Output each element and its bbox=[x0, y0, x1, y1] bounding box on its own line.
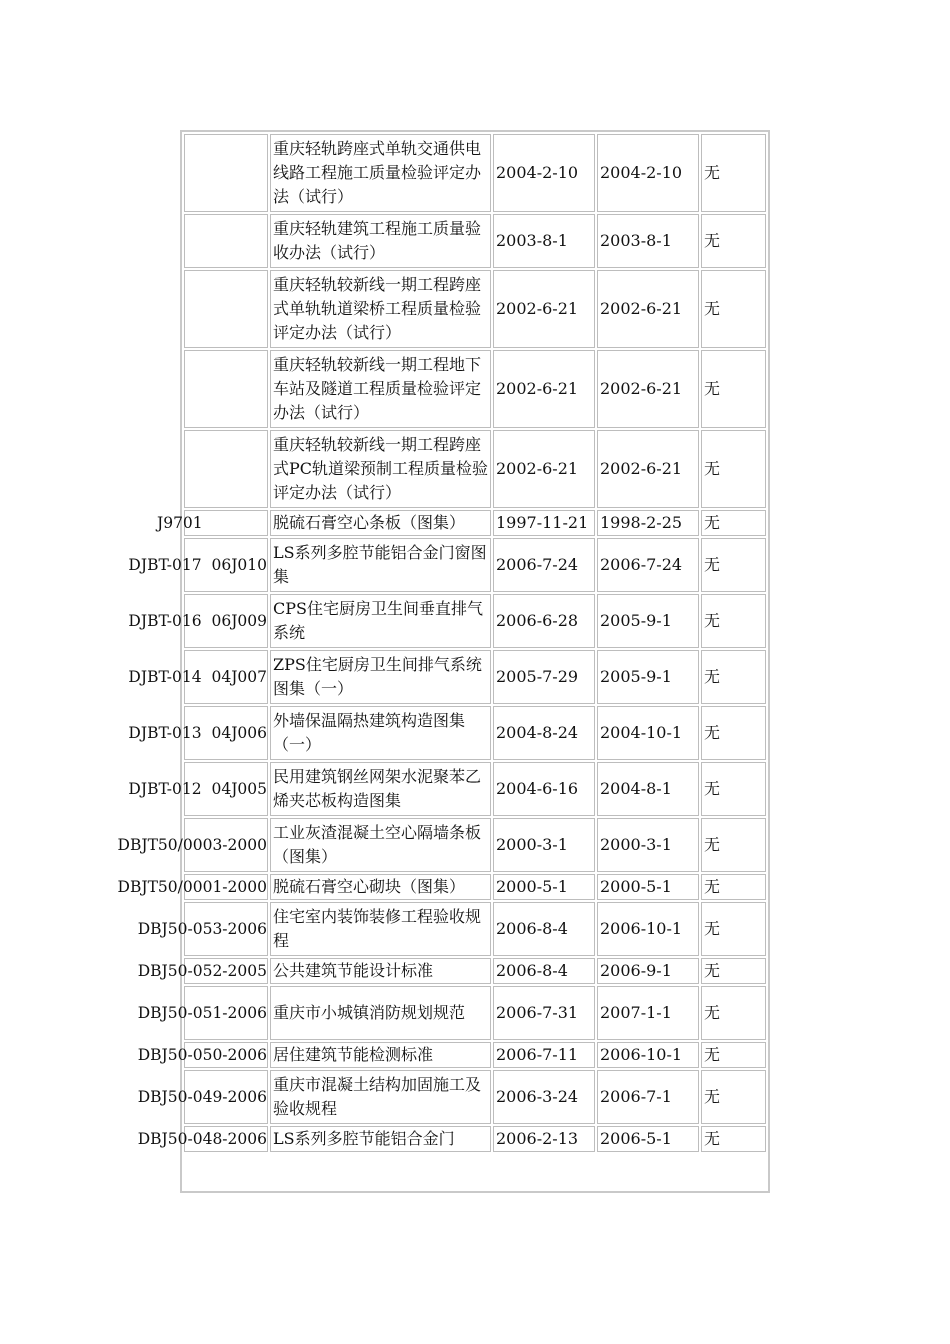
implement-date-cell: 2000-3-1 bbox=[597, 818, 699, 872]
replaced-cell: 无 bbox=[701, 510, 766, 536]
table-row bbox=[184, 134, 766, 212]
replaced-cell: 无 bbox=[701, 270, 766, 348]
publish-date-cell: 2006-6-28 bbox=[493, 594, 595, 648]
table-row bbox=[184, 874, 766, 900]
table-row bbox=[184, 1126, 766, 1152]
publish-date-cell: 2000-3-1 bbox=[493, 818, 595, 872]
implement-date-cell: 2005-9-1 bbox=[597, 594, 699, 648]
code-cell: DBJ50-052-2005 bbox=[184, 958, 268, 984]
code-cell: DBJ50-053-2006 bbox=[184, 902, 268, 956]
replaced-cell: 无 bbox=[701, 874, 766, 900]
implement-date-cell: 2002-6-21 bbox=[597, 270, 699, 348]
name-cell: 重庆轻轨跨座式单轨交通供电线路工程施工质量检验评定办法（试行） bbox=[270, 134, 491, 212]
implement-date-cell: 2004-2-10 bbox=[597, 134, 699, 212]
implement-date-cell: 2004-8-1 bbox=[597, 762, 699, 816]
replaced-cell: 无 bbox=[701, 958, 766, 984]
code-cell bbox=[184, 430, 268, 508]
replaced-cell: 无 bbox=[701, 986, 766, 1040]
code-cell: J9701 bbox=[184, 510, 268, 536]
implement-date-cell: 2002-6-21 bbox=[597, 350, 699, 428]
publish-date-cell: 2006-7-11 bbox=[493, 1042, 595, 1068]
code-cell: DJBT-017 06J010 bbox=[184, 538, 268, 592]
name-cell: 脱硫石膏空心条板（图集） bbox=[270, 510, 491, 536]
implement-date-cell: 2006-9-1 bbox=[597, 958, 699, 984]
implement-date-cell: 2003-8-1 bbox=[597, 214, 699, 268]
publish-date-cell: 2006-7-24 bbox=[493, 538, 595, 592]
name-cell: 重庆轻轨建筑工程施工质量验收办法（试行） bbox=[270, 214, 491, 268]
replaced-cell: 无 bbox=[701, 214, 766, 268]
publish-date-cell: 2004-6-16 bbox=[493, 762, 595, 816]
implement-date-cell: 2007-1-1 bbox=[597, 986, 699, 1040]
publish-date-cell: 2000-5-1 bbox=[493, 874, 595, 900]
publish-date-cell: 2002-6-21 bbox=[493, 270, 595, 348]
implement-date-cell: 2006-7-24 bbox=[597, 538, 699, 592]
code-cell bbox=[184, 350, 268, 428]
implement-date-cell: 2000-5-1 bbox=[597, 874, 699, 900]
replaced-cell: 无 bbox=[701, 538, 766, 592]
standards-table bbox=[117, 132, 768, 1154]
table-row bbox=[184, 214, 766, 268]
table-row bbox=[184, 762, 766, 816]
code-cell: DBJ50-048-2006 bbox=[184, 1126, 268, 1152]
implement-date-cell: 2002-6-21 bbox=[597, 430, 699, 508]
name-cell: 重庆市混凝土结构加固施工及验收规程 bbox=[270, 1070, 491, 1124]
implement-date-cell: 2006-7-1 bbox=[597, 1070, 699, 1124]
code-cell: DBJ50-049-2006 bbox=[184, 1070, 268, 1124]
replaced-cell: 无 bbox=[701, 762, 766, 816]
code-cell: DBJ50-050-2006 bbox=[184, 1042, 268, 1068]
publish-date-cell: 1997-11-21 bbox=[493, 510, 595, 536]
name-cell: 工业灰渣混凝土空心隔墙条板（图集） bbox=[270, 818, 491, 872]
publish-date-cell: 2004-8-24 bbox=[493, 706, 595, 760]
table-row bbox=[184, 958, 766, 984]
code-cell bbox=[184, 270, 268, 348]
name-cell: 居住建筑节能检测标准 bbox=[270, 1042, 491, 1068]
implement-date-cell: 2006-5-1 bbox=[597, 1126, 699, 1152]
table-row bbox=[184, 270, 766, 348]
replaced-cell: 无 bbox=[701, 350, 766, 428]
replaced-cell: 无 bbox=[701, 430, 766, 508]
table-row bbox=[184, 902, 766, 956]
table-row bbox=[184, 430, 766, 508]
publish-date-cell: 2006-8-4 bbox=[493, 958, 595, 984]
table-row bbox=[184, 350, 766, 428]
name-cell: 脱硫石膏空心砌块（图集） bbox=[270, 874, 491, 900]
replaced-cell: 无 bbox=[701, 594, 766, 648]
table-row bbox=[184, 1070, 766, 1124]
replaced-cell: 无 bbox=[701, 1070, 766, 1124]
code-cell: DBJT50/0001-2000 bbox=[184, 874, 268, 900]
name-cell: LS系列多腔节能铝合金门 bbox=[270, 1126, 491, 1152]
table-row bbox=[184, 986, 766, 1040]
name-cell: 住宅室内装饰装修工程验收规程 bbox=[270, 902, 491, 956]
replaced-cell: 无 bbox=[701, 650, 766, 704]
publish-date-cell: 2004-2-10 bbox=[493, 134, 595, 212]
code-cell: DJBT-012 04J005 bbox=[184, 762, 268, 816]
replaced-cell: 无 bbox=[701, 902, 766, 956]
code-cell: DJBT-016 06J009 bbox=[184, 594, 268, 648]
implement-date-cell: 2006-10-1 bbox=[597, 902, 699, 956]
publish-date-cell: 2006-8-4 bbox=[493, 902, 595, 956]
name-cell: LS系列多腔节能铝合金门窗图集 bbox=[270, 538, 491, 592]
table-row bbox=[184, 510, 766, 536]
code-cell: DJBT-013 04J006 bbox=[184, 706, 268, 760]
table-row bbox=[184, 818, 766, 872]
publish-date-cell: 2006-7-31 bbox=[493, 986, 595, 1040]
replaced-cell: 无 bbox=[701, 1042, 766, 1068]
implement-date-cell: 2005-9-1 bbox=[597, 650, 699, 704]
name-cell: ZPS住宅厨房卫生间排气系统图集（一） bbox=[270, 650, 491, 704]
implement-date-cell: 2006-10-1 bbox=[597, 1042, 699, 1068]
publish-date-cell: 2006-2-13 bbox=[493, 1126, 595, 1152]
name-cell: 外墙保温隔热建筑构造图集（一） bbox=[270, 706, 491, 760]
table-row bbox=[184, 538, 766, 592]
replaced-cell: 无 bbox=[701, 818, 766, 872]
table-row bbox=[184, 650, 766, 704]
code-cell bbox=[184, 214, 268, 268]
name-cell: 重庆轻轨较新线一期工程跨座式单轨轨道梁桥工程质量检验评定办法（试行） bbox=[270, 270, 491, 348]
name-cell: CPS住宅厨房卫生间垂直排气系统 bbox=[270, 594, 491, 648]
publish-date-cell: 2003-8-1 bbox=[493, 214, 595, 268]
publish-date-cell: 2006-3-24 bbox=[493, 1070, 595, 1124]
table-row bbox=[184, 706, 766, 760]
name-cell: 重庆轻轨较新线一期工程跨座式PC轨道梁预制工程质量检验评定办法（试行） bbox=[270, 430, 491, 508]
replaced-cell: 无 bbox=[701, 134, 766, 212]
implement-date-cell: 2004-10-1 bbox=[597, 706, 699, 760]
name-cell: 重庆轻轨较新线一期工程地下车站及隧道工程质量检验评定办法（试行） bbox=[270, 350, 491, 428]
name-cell: 民用建筑钢丝网架水泥聚苯乙烯夹芯板构造图集 bbox=[270, 762, 491, 816]
replaced-cell: 无 bbox=[701, 706, 766, 760]
publish-date-cell: 2002-6-21 bbox=[493, 430, 595, 508]
replaced-cell: 无 bbox=[701, 1126, 766, 1152]
implement-date-cell: 1998-2-25 bbox=[597, 510, 699, 536]
publish-date-cell: 2002-6-21 bbox=[493, 350, 595, 428]
code-cell bbox=[184, 134, 268, 212]
name-cell: 重庆市小城镇消防规划规范 bbox=[270, 986, 491, 1040]
publish-date-cell: 2005-7-29 bbox=[493, 650, 595, 704]
code-cell: DJBT-014 04J007 bbox=[184, 650, 268, 704]
table-row bbox=[184, 1042, 766, 1068]
code-cell: DBJ50-051-2006 bbox=[184, 986, 268, 1040]
table-row bbox=[184, 594, 766, 648]
code-cell: DBJT50/0003-2000 bbox=[184, 818, 268, 872]
name-cell: 公共建筑节能设计标准 bbox=[270, 958, 491, 984]
